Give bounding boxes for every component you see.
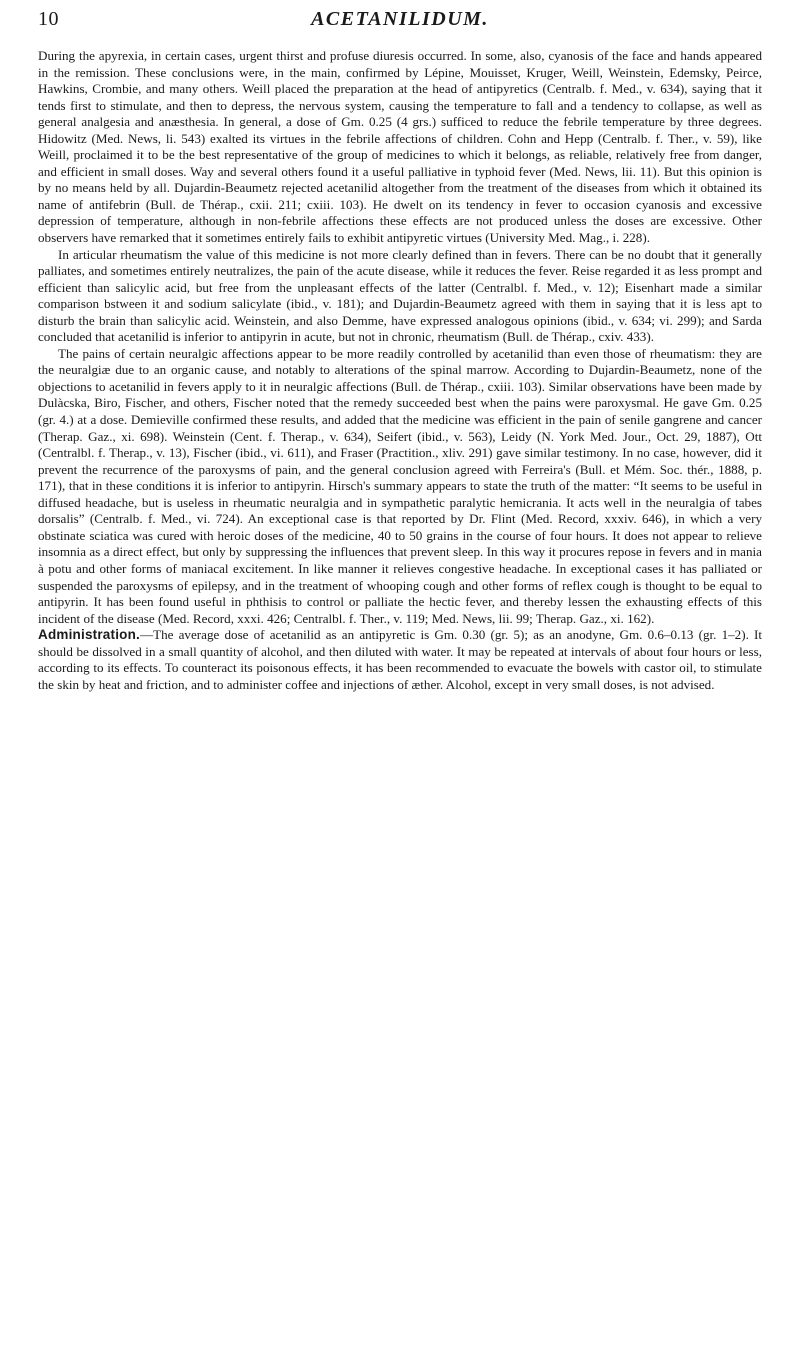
paragraph-neuralgia: The pains of certain neuralgic affections appear to be more readily controlled by acetanilid than even those of rheumatism: they are the neuralgiæ due to an organic cause, and notably to alterations of the spinal marrow. According to Dujardin-Beaumetz, none of the objections to acetanilid in fevers apply to it in neuralgic affections (Bull. de Thérap., cxiii. 103). Similar observations have been made by Dulàcska, Biro, Fischer, and others, Fischer noted that the remedy succeeded best when the pains were paroxysmal. He gave Gm. 0.25 (gr. 4.) at a dose. Demieville confirmed these results, and added that the medicine was efficient in the pain of senile gangrene and cancer (Therap. Gaz., xi. 698). Weinstein (Cent. f. Therap., v. 634), Seifert (ibid., v. 563), Leidy (N. York Med. Jour., Oct. 29, 1887), Ott (Centralbl. f. Therap., v. 13), Fischer (ibid., vi. 611), and Fraser (Practition., xliv. 291) gave similar testimony. In no case, however, did it prevent the recurrence of the paroxysms of pain, and the general conclusion agreed with Ferreira's (Bull. et Mém. Soc. thér., 1888, p. 171), that in these conditions it is inferior to antipyrin. Hirsch's summary appears to state the truth of the matter: “It seems to be useful in diffused headache, but is useless in rheumatic neuralgia and in sympathetic paralytic hemicrania. It acts well in the neuralgia of tabes dorsalis” (Centralb. f. Med., vi. 724). An exceptional case is that reported by Dr. Flint (Med. Record, xxxiv. 646), in which a very obstinate sciatica was cured with heroic doses of the medicine, 40 to 50 grains in the course of four hours. It does not appear to relieve insomnia as a direct effect, but only by suppressing the influences that prevent sleep. In this way it procures repose in fevers and in mania à potu and other forms of maniacal excitement. In like manner it relieves congestive headache. In exceptional cases it has palliated or suspended the paroxysms of epilepsy, and in the treatment of whooping cough and other forms of reflex cough is thought to be equal to antipyrin. It has been found useful in phthisis to control or palliate the hectic fever, and thereby lessen the exhausting effects of this incident of the disease (Med. Record, xxxi. 426; Centralbl. f. Ther., v. 119; Med. News, lii. 99; Therap. Gaz., xi. 162). [38, 345, 762, 626]
administration-text: —The average dose of acetanilid as an antipyretic is Gm. 0.30 (gr. 5); as an anodyne, Gm. 0.6–0.13 (gr. 1–2). It should be dissolved in a small quantity of alcohol, and then diluted with water. It may be repeated at intervals of about four hours or less, according to its effects. To counteract its poisonous effects, it has been recommended to evacuate the bowels with castor oil, to stimulate the skin by heat and friction, and to administer coffee and injections of æther. Alcohol, except in very small doses, is not advised. [38, 627, 762, 692]
paragraph-apyrexia: During the apyrexia, in certain cases, urgent thirst and profuse diuresis occurred. In some, also, cyanosis of the face and hands appeared in the remission. These conclusions were, in the main, confirmed by Lépine, Mouisset, Kruger, Weill, Weinstein, Edemsky, Peirce, Hawkins, Crombie, and many others. Weill placed the preparation at the head of antipyretics (Centralb. f. Med., v. 634), saying that it tends first to stimulate, and then to depress, the nervous system, causing the temperature to fall and a tendency to collapse, as well as general analgesia and anæsthesia. In general, a dose of Gm. 0.25 (4 grs.) sufficed to reduce the febrile temperature by three degrees. Hidowitz (Med. News, li. 543) exalted its virtues in the febrile affections of children. Cohn and Hepp (Centralb. f. Ther., v. 59), like Weill, proclaimed it to be the best representative of the group of medicines to which it belongs, as reliable, relatively free from danger, and efficient in small doses. Way and several others found it a useful palliative in typhoid fever (Med. News, lii. 11). But this opinion is by no means held by all. Dujardin-Beaumetz rejected acetanilid altogether from the treatment of the diseases from which it obtained its name of antifebrin (Bull. de Thérap., cxii. 211; cxiii. 103). He dwelt on its tendency in fever to occasion cyanosis and excessive depression of temperature, although in non-febrile affections these effects are not produced unless the doses are excessive. Other observers have remarked that it sometimes entirely fails to exhibit antipyretic virtues (University Med. Mag., i. 228). [38, 48, 762, 246]
section-heading-administration: Administration. [38, 627, 141, 643]
paragraph-administration [38, 627, 762, 693]
page-header [38, 8, 762, 34]
paragraph-rheumatism: In articular rheumatism the value of this medicine is not more clearly defined than in fevers. There can be no doubt that it generally palliates, and sometimes entirely neutralizes, the pain of the acute disease, while it reduces the fever. Reise regarded it as less prompt and efficient than salicylic acid, but free from the unpleasant effects of the latter (Centralbl. f. Med., v. 12); Eisenhart made a similar comparison bstween it and sodium salicylate (ibid., v. 181); and Dujardin-Beaumetz agreed with them in saying that it is less apt to disturb the brain than salicylic acid. Weinstein, and also Demme, have expressed analogous opinions (ibid., v. 634; vi. 299); and Sarda concluded that acetanilid is inferior to antipyrin in acute, but not in chronic, rheumatism (Bull. de Thérap., cxiv. 433). [38, 246, 762, 345]
page-number: 10 [38, 8, 59, 30]
running-title: ACETANILIDUM. [311, 8, 489, 30]
body-text [38, 48, 762, 693]
